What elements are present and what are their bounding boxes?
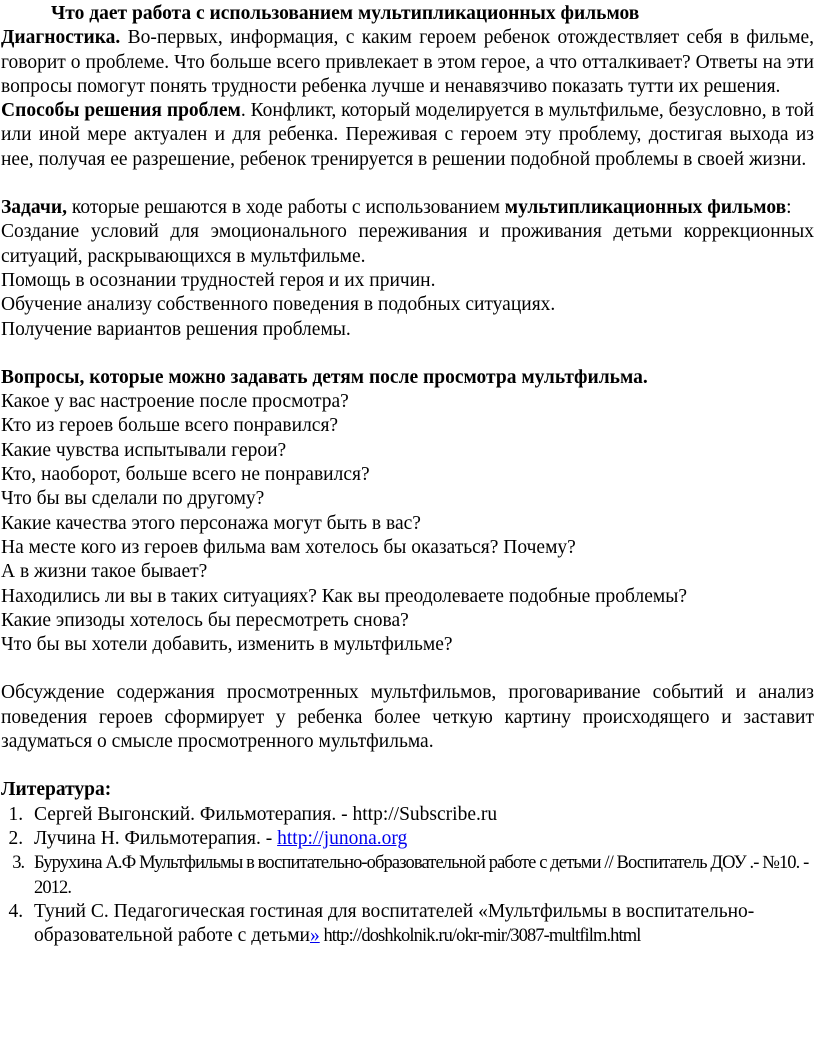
questions-heading: Вопросы, которые можно задавать детям после просмотра мультфильма. — [1, 366, 648, 388]
discussion-paragraph: Обсуждение содержания просмотренных мультфильмов, проговаривание событий и анализ поведения героев сформирует у ребенка более четкую картину происходящего и заставит задуматься о смысле просмотренного мультфильма. — [1, 682, 814, 753]
task-item: Получение вариантов решения проблемы. — [1, 318, 351, 340]
guillemet-link[interactable]: » — [309, 925, 320, 947]
diagnostics-label: Диагностика. — [1, 27, 121, 49]
document-title: Что дает работа с использованием мультипликационных фильмов — [51, 3, 640, 24]
question-item: Какие эпизоды хотелось бы пересмотреть снова? — [1, 609, 409, 631]
question-item: Какое у вас настроение после просмотра? — [1, 391, 349, 413]
literature-list — [1, 803, 814, 949]
question-item: Кто из героев больше всего понравился? — [1, 415, 339, 437]
question-item: Какие чувства испытывали герои? — [1, 439, 287, 461]
tasks-heading: Задачи, которые решаются в ходе работы с использованием мультипликационных фильмов: — [1, 197, 792, 219]
tasks-list — [1, 220, 814, 341]
question-item: Находились ли вы в таких ситуациях? Как вы преодолеваете подобные проблемы? — [1, 585, 687, 607]
questions-list — [1, 390, 814, 657]
doshkolnik-url: http://doshkolnik.ru/okr-mir/3087-multfilm.html — [319, 926, 641, 947]
junona-link[interactable]: http://junona.org — [277, 827, 408, 849]
diagnostics-paragraph — [1, 26, 814, 99]
question-item: А в жизни такое бывает? — [1, 561, 208, 583]
question-item: Что бы вы хотели добавить, изменить в мультфильме? — [1, 634, 453, 656]
task-item: Помощь в осознании трудностей героя и их причин. — [1, 269, 436, 291]
literature-item: 3. Бурухина А.Ф Мультфильмы в воспитательно-образовательной работе с детьми // Воспитатель ДОУ .- №10. - 2012. — [28, 851, 814, 900]
document-page — [0, 2, 816, 948]
question-item: Что бы вы сделали по другому? — [1, 488, 265, 510]
solutions-label: Способы решения проблем — [1, 100, 241, 122]
literature-item: 2. Лучина Н. Фильмотерапия. - http://junona.org — [28, 827, 814, 851]
task-item: Обучение анализу собственного поведения в подобных ситуациях. — [1, 294, 556, 316]
literature-item: 1. Сергей Выгонский. Фильмотерапия. - http://Subscribe.ru — [28, 803, 814, 827]
diagnostics-text: Во-первых, информация, с каким героем ребенок отождествляет себя в фильме, говорит о проблеме. Что больше всего привлекает в этом герое, а что отталкивает? Ответы на эти вопросы помогут понять трудности ребенка лучше и ненавязчиво показать тутти их решения. — [1, 27, 814, 97]
question-item: Кто, наоборот, больше всего не понравился? — [1, 464, 370, 486]
literature-item: 4. Туний С. Педагогическая гостиная для воспитателей «Мультфильмы в воспитательно-образовательной работе с детьми» http://doshkolnik.ru/okr-mir/3087-multfilm.html — [28, 900, 814, 949]
tasks-label: Задачи, — [1, 197, 67, 219]
question-item: На месте кого из героев фильма вам хотелось бы оказаться? Почему? — [1, 536, 576, 558]
task-item: Создание условий для эмоционального переживания и проживания детьми коррекционных ситуаций, раскрывающихся в мультфильме. — [1, 221, 814, 267]
question-item: Какие качества этого персонажа могут быть в вас? — [1, 512, 421, 534]
literature-heading: Литература: — [1, 779, 112, 801]
solutions-paragraph — [1, 99, 814, 172]
tasks-label-end: мультипликационных фильмов — [504, 197, 787, 219]
solutions-text: . Конфликт, который моделируется в мультфильме, безусловно, в той или иной мере актуален и для ребенка. Переживая с героем эту проблему, достигая выхода из нее, получая ее разрешение, ребенок тренируется в решении подобной проблемы в своей жизни. — [1, 100, 815, 170]
